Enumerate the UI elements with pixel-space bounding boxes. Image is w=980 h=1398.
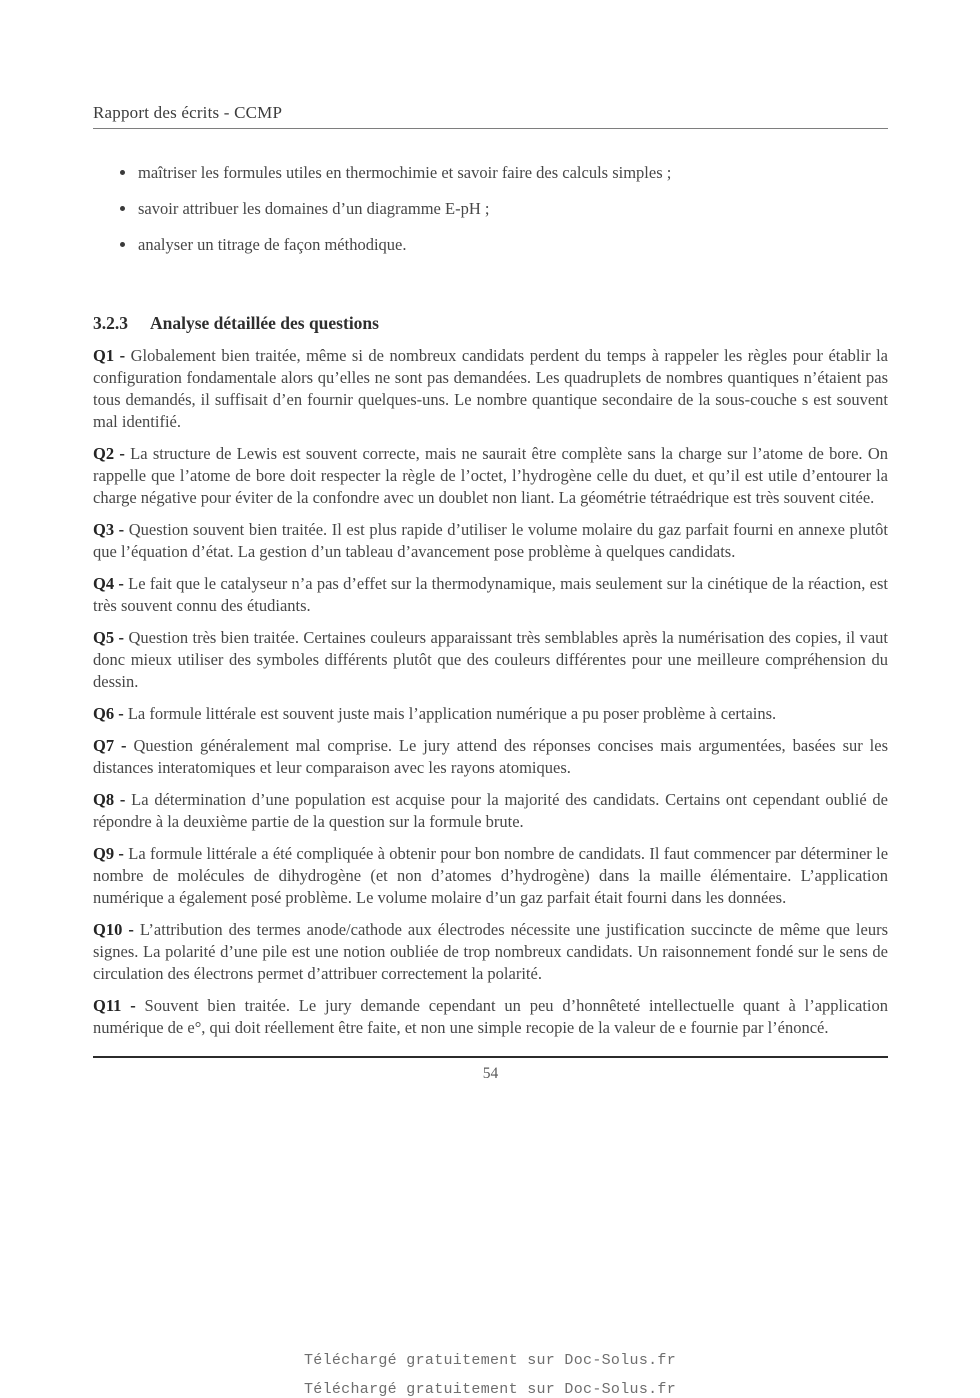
question-label: Q8 - <box>93 790 126 809</box>
question-paragraph-q3 <box>93 519 888 563</box>
bullet-text: maîtriser les formules utiles en thermochimie et savoir faire des calculs simples ; <box>138 163 672 182</box>
page-header <box>93 0 888 129</box>
question-label: Q5 - <box>93 628 125 647</box>
bullet-item <box>93 198 888 220</box>
bullet-text: savoir attribuer les domaines d’un diagramme E-pH ; <box>138 199 490 218</box>
question-text: Souvent bien traitée. Le jury demande cependant un peu d’honnêteté intellectuelle quant à l’application numérique de e°, qui doit réellement être faite, et non une simple recopie de la valeur de e fournie par l’énoncé. <box>93 996 889 1037</box>
section-number: 3.2.3 <box>93 313 128 333</box>
question-label: Q3 - <box>93 520 125 539</box>
bullet-text: analyser un titrage de façon méthodique. <box>138 235 407 254</box>
question-text: Question très bien traitée. Certaines couleurs apparaissant très semblables après la numérisation des copies, il vaut donc mieux utiliser des symboles différents plutôt que des couleurs différentes pour une meilleure compréhension du dessin. <box>93 628 888 691</box>
question-text: Question souvent bien traitée. Il est plus rapide d’utiliser le volume molaire du gaz parfait fourni en annexe plutôt que l’équation d’état. La gestion d’un tableau d’avancement pose problème à quelques candidats. <box>93 520 889 561</box>
header-rule <box>93 128 888 129</box>
question-text: La structure de Lewis est souvent correcte, mais ne saurait être complète sans la charge sur l’atome de bore. On rappelle que l’atome de bore doit respecter la règle de l’octet, l’hydrogène celle du duet, et qu’il est utile d’entourer la charge négative pour éviter de la confondre avec un doublet non liant. La géométrie tétraédrique est très souvent citée. <box>93 444 888 507</box>
question-text: Globalement bien traitée, même si de nombreux candidats perdent du temps à rappeler les règles pour établir la configuration fondamentale alors qu’elles ne sont pas demandées. Les quadruplets de nombres quantiques n’étaient pas tous demandés, il suffisait d’en fournir quelques-uns. Le nombre quantique secondaire de la sous-couche s est souvent mal identifié. <box>93 346 889 431</box>
question-label: Q11 - <box>93 996 136 1015</box>
question-label: Q7 - <box>93 736 127 755</box>
bullet-item <box>93 162 888 184</box>
question-text: Le fait que le catalyseur n’a pas d’effet sur la thermodynamique, mais seulement sur la cinétique de la réaction, est très souvent connu des étudiants. <box>93 574 888 615</box>
question-paragraph-q4 <box>93 573 888 617</box>
page-number: 54 <box>482 1065 499 1082</box>
question-text: La détermination d’une population est acquise pour la majorité des candidats. Certains ont cependant oublié de répondre à la deuxième partie de la question sur la formule brute. <box>93 790 889 831</box>
section-title: Analyse détaillée des questions <box>150 313 379 333</box>
watermark-text: Téléchargé gratuitement sur Doc-Solus.fr <box>303 1352 677 1369</box>
question-label: Q6 - <box>93 704 124 723</box>
footer-rule <box>93 1056 888 1058</box>
question-label: Q10 - <box>93 920 134 939</box>
watermark-text-partial: Téléchargé gratuitement sur Doc-Solus.fr <box>303 1381 677 1398</box>
question-paragraph-q5 <box>93 627 888 693</box>
question-label: Q9 - <box>93 844 124 863</box>
bullet-dot-icon <box>120 242 125 247</box>
question-paragraph-q2 <box>93 443 888 509</box>
question-label: Q4 - <box>93 574 124 593</box>
question-label: Q1 - <box>93 346 126 365</box>
question-paragraph-q9 <box>93 843 888 909</box>
question-text: L’attribution des termes anode/cathode aux électrodes nécessite une justification succincte de même que leurs signes. La polarité d’une pile est une notion oubliée de trop nombreux candidats. Un raisonnement fondé sur le sens de circulation des électrons permet d’attribuer correctement la polarité. <box>93 920 889 983</box>
question-paragraph-q10 <box>93 919 888 985</box>
question-paragraph-q1 <box>93 345 888 433</box>
bullet-list <box>93 162 888 256</box>
bullet-item <box>93 234 888 256</box>
page-content <box>93 0 888 1085</box>
question-paragraph-q11 <box>93 995 888 1039</box>
bullet-dot-icon <box>120 206 125 211</box>
question-paragraph-q8 <box>93 789 888 833</box>
section-heading <box>93 312 888 335</box>
question-text: Question généralement mal comprise. Le jury attend des réponses concises mais argumentées, basées sur les distances interatomiques et leur comparaison avec les rayons atomiques. <box>93 736 889 777</box>
header-title: Rapport des écrits - CCMP <box>93 103 283 122</box>
question-text: La formule littérale est souvent juste mais l’application numérique a pu poser problème à certains. <box>127 704 777 723</box>
question-text: La formule littérale a été compliquée à obtenir pour bon nombre de candidats. Il faut commencer par déterminer le nombre de molécules de dihydrogène (et non d’atomes d’hydrogène) dans la maille élémentaire. L’application numérique a également posé problème. Le volume molaire d’un gaz parfait était fourni dans les données. <box>93 844 889 907</box>
question-paragraph-q7 <box>93 735 888 779</box>
bullet-dot-icon <box>120 170 125 175</box>
question-paragraph-q6 <box>93 703 888 725</box>
question-label: Q2 - <box>93 444 125 463</box>
